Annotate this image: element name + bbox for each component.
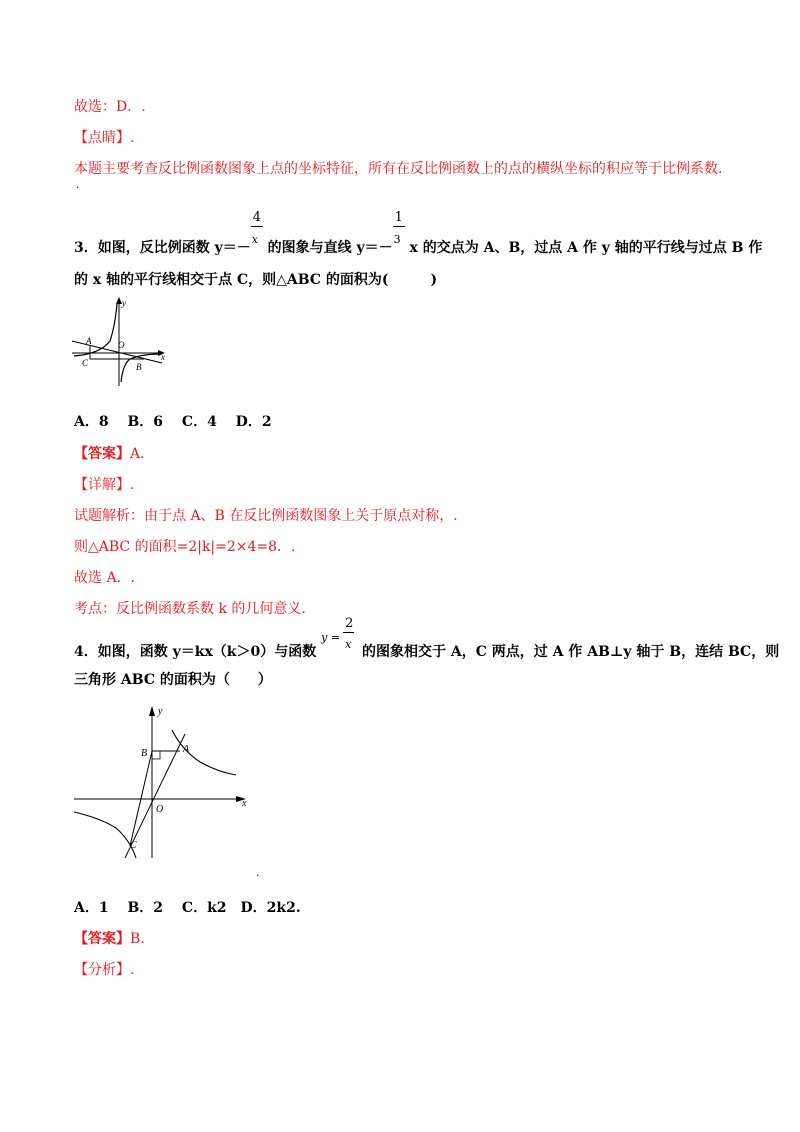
prev-comment-text: 本题主要考查反比例函数图象上点的坐标特征，所有在反比例函数上的点的横纵坐标的积应等于比例系数. (74, 161, 723, 177)
q4-equation (321, 616, 357, 662)
stray-mark-2: . (256, 868, 260, 879)
q3-label-c: C (82, 358, 89, 368)
q3-stem-line1 (74, 210, 763, 258)
q4-label-x: x (242, 798, 247, 809)
q3-figure (70, 296, 170, 388)
q3-detail-label (74, 475, 134, 495)
q3-select (74, 568, 135, 588)
q3-label-y: y (122, 298, 126, 308)
q4-answer-label: 【答案】 (74, 931, 130, 947)
q3-select-text: 故选 A．. (74, 570, 136, 586)
stray-mark: . (76, 180, 80, 191)
q3-calc (74, 537, 296, 557)
q4-options (74, 898, 301, 918)
q3-analysis (74, 506, 458, 526)
q3-label-a: A (86, 336, 92, 346)
q4-options-text: A．1 B．2 C．k2 D．2k2. (74, 900, 301, 916)
q3-label-x: x (161, 352, 165, 362)
q4-stem-line1 (74, 616, 780, 662)
q3-suffix: x 的交点为 A、B，过点 A 作 y 轴的平行线与过点 B 作 (409, 240, 763, 256)
q3-topic-text: 考点：反比例函数系数 k 的几何意义. (74, 601, 306, 617)
q3-detail-label-text: 【详解】. (74, 477, 135, 493)
q4-analysis-label (74, 960, 134, 980)
q4-label-a: A (183, 744, 190, 755)
q4-label-o: O (156, 804, 164, 815)
q3-options (74, 412, 272, 432)
q4-figure (70, 700, 260, 860)
q3-answer-label: 【答案】 (74, 446, 130, 462)
q3-options-text: A．8 B．6 C．4 D．2 (74, 414, 272, 430)
q3-frac1-den: x (251, 233, 258, 246)
q3-analysis-text: 试题解析：由于点 A、B 在反比例函数图象上关于原点对称，. (74, 508, 458, 524)
prev-select-text: 故选：D．. (74, 99, 146, 115)
q4-line2: 三角形 ABC 的面积为（ ） (74, 672, 272, 688)
q4-frac-num: 2 (345, 616, 354, 631)
prev-select-line (74, 97, 146, 117)
q4-suffix: 的图象相交于 A，C 两点，过 A 作 AB⊥y 轴于 B，连结 BC，则 (362, 644, 780, 660)
q3-calc-text: 则△ABC 的面积=2|k|=2×4=8．. (74, 539, 296, 555)
q3-fraction-2 (393, 210, 405, 258)
prev-comment-label (74, 128, 134, 148)
q3-frac1-num: 4 (252, 210, 262, 225)
q4-label-c: C (130, 840, 137, 851)
q4-answer-value: B. (130, 931, 145, 947)
q3-frac2-den: 3 (393, 233, 401, 246)
q3-stem-line2 (74, 270, 437, 290)
q3-label-b: B (136, 362, 142, 372)
q3-mid: 的图象与直线 y＝－ (267, 240, 393, 256)
prev-comment (74, 159, 722, 179)
q3-frac2-num: 1 (394, 210, 403, 225)
q3-answer-value: A. (130, 446, 145, 462)
q3-label-o: O (118, 340, 125, 350)
q4-frac-den: x (345, 638, 352, 651)
q4-answer (74, 929, 145, 949)
q4-label-y: y (158, 706, 163, 717)
q3-prefix: 3．如图，反比例函数 y＝－ (74, 240, 251, 256)
q3-fraction-1 (251, 210, 263, 258)
prev-comment-label-text: 【点睛】. (74, 130, 135, 146)
q3-topic (74, 599, 306, 619)
q4-prefix: 4．如图，函数 y＝kx（k＞0）与函数 (74, 644, 317, 660)
q4-analysis-label-text: 【分析】. (74, 962, 135, 978)
q3-answer (74, 444, 145, 464)
q4-eq-left: y = (321, 631, 341, 644)
q4-stem-line2 (74, 670, 272, 690)
q3-line2: 的 x 轴的平行线相交于点 C，则△ABC 的面积为( ) (74, 272, 438, 288)
q4-label-b: B (141, 748, 148, 759)
